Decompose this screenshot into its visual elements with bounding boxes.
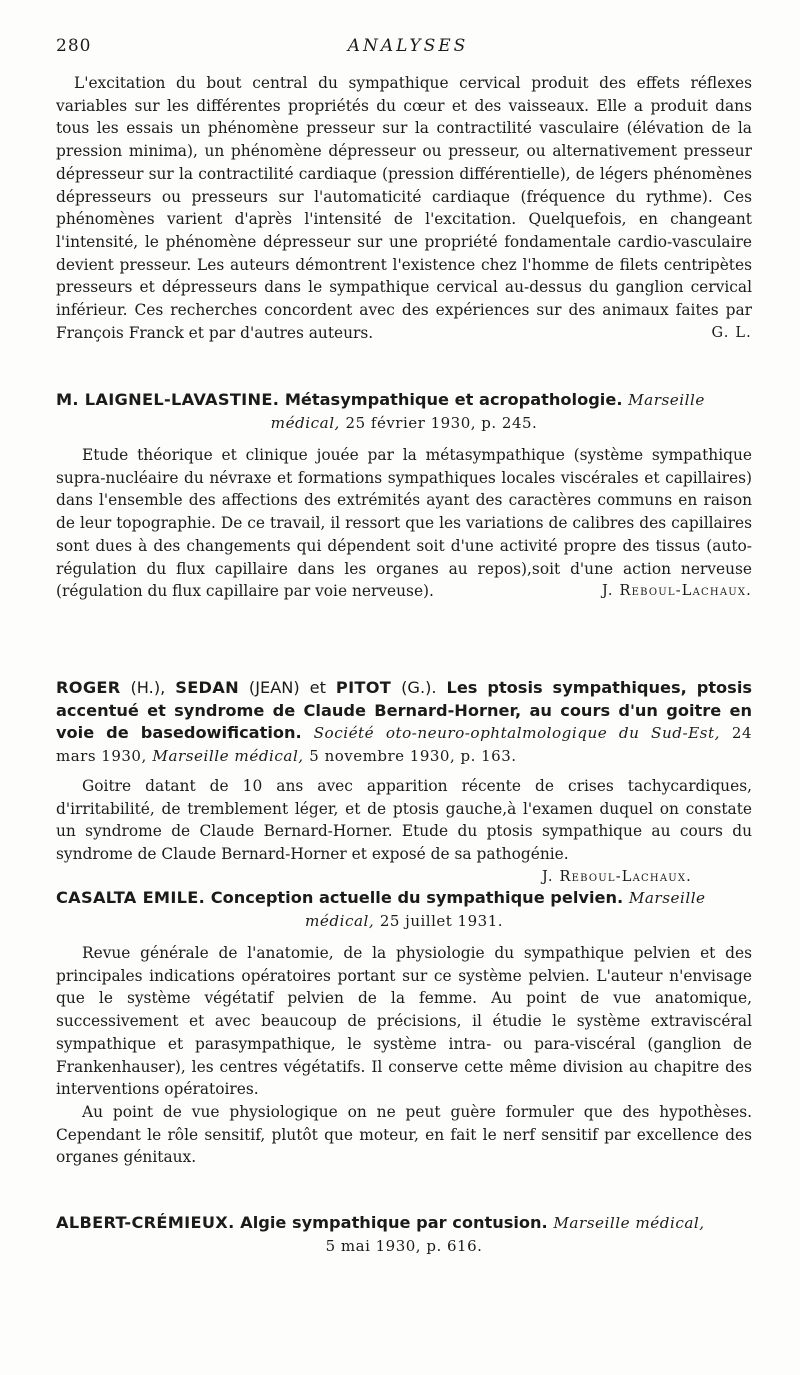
entry-body: Revue générale de l'anatomie, de la physiologie du sympathique pelvien et des principales indications opératoires portant sur ce système pelvien. L'auteur n'envisage que le système végétatif pelvien de la femme. Au point de vue anatomique, successivement et avec beaucoup de précisions, il étudie le système extraviscéral sympathique et parasympathique, le système intra- ou para-viscéral (ganglion de Frankenhauser), les centres végétatifs. Il conserve cette même division au chapitre des interventions opératoires. bbox=[56, 944, 752, 1099]
entry-author: SEDAN bbox=[175, 678, 239, 697]
entry-source: Marseille bbox=[628, 889, 706, 907]
entry-heading bbox=[56, 887, 752, 910]
entry-title: Algie sympathique par contusion. bbox=[240, 1213, 548, 1232]
entry-date: 24 mars 1930, bbox=[56, 724, 752, 765]
entry-initials: (JEAN) bbox=[248, 678, 300, 697]
intro-text: L'excitation du bout central du sympathique cervical produit des effets réflexes variables sur les différentes propriétés du cœur et des vaisseaux. Elle a produit dans tous les essais un phénomène presseur sur la contractilité vasculaire (élévation de la pression minima), un phénomène dépresseur ou presseur, ou alternativement presseur dépresseur sur la contractilité cardiaque (pression différentielle), de légers phénomènes dépresseurs ou presseurs sur l'automaticité cardiaque (fréquence du rythme). Ces phénomènes varient d'après l'intensité de l'excitation. Quelquefois, en changeant l'intensité, le phénomène dépresseur sur une propriété fondamentale cardio-vasculaire devient presseur. Les auteurs démontrent l'existence chez l'homme de filets centripètes presseurs et dépresseurs dans le sympathique cervical au-dessus du ganglion cervical inférieur. Ces recherches concordent avec des expériences sur des animaux faites par François Franck et par d'autres auteurs. bbox=[56, 74, 752, 342]
entry-initials: (G.). bbox=[401, 678, 437, 697]
intro-paragraph bbox=[56, 72, 752, 344]
entry-reference bbox=[56, 910, 752, 933]
intro-signature: G. L. bbox=[711, 324, 752, 341]
entry-date: 25 juillet 1931. bbox=[379, 911, 504, 930]
entry-source: Société oto-neuro-ophtalmologique du Sud-Est, bbox=[313, 724, 720, 742]
entry-date: 5 mai 1930, p. 616. bbox=[325, 1236, 483, 1255]
entry-source-cont: médical, bbox=[304, 911, 375, 930]
entry-heading bbox=[56, 677, 752, 767]
entry-author: ROGER bbox=[56, 678, 121, 697]
entry-source: Marseille bbox=[628, 391, 705, 409]
entry-abstract bbox=[56, 942, 752, 1101]
intro-block bbox=[56, 72, 752, 344]
entry-casalta bbox=[56, 887, 752, 1169]
entry-heading bbox=[56, 1212, 752, 1235]
entry-title: Conception actuelle du sympathique pelvien. bbox=[210, 888, 624, 907]
running-head bbox=[56, 36, 760, 60]
entry-abstract-cont bbox=[56, 1101, 752, 1169]
page-number: 280 bbox=[56, 36, 92, 56]
entry-title: Métasympathique et acropathologie. bbox=[284, 390, 623, 409]
entry-conjunction: et bbox=[309, 678, 326, 697]
running-title: ANALYSES bbox=[347, 36, 469, 56]
entry-abstract bbox=[56, 775, 752, 866]
entry-abstract bbox=[56, 444, 752, 603]
entry-authors: CASALTA EMILE. bbox=[56, 888, 206, 907]
entry-roger-sedan-pitot bbox=[56, 677, 752, 888]
entry-author: PITOT bbox=[335, 678, 392, 697]
entry-body: Etude théorique et clinique jouée par la métasympathique (système sympathique supra-nucléaire du névraxe et formations sympathiques locales viscérales et capillaires) dans l'ensemble des affections des extrémités ayant des caractères communs en raison de leur topographie. De ce travail, il ressort que les variations de calibres des capillaires sont dues à des changements qui dépendent soit d'une activité propre des tissus (auto-régulation du flux capillaire dans les organes au repos),soit d'une action nerveuse (régulation du flux capillaire par voie nerveuse). bbox=[56, 446, 752, 601]
entry-authors: ALBERT-CRÉMIEUX. bbox=[56, 1213, 235, 1232]
entry-source-cont: médical, bbox=[270, 413, 340, 432]
entry-authors: M. LAIGNEL-LAVASTINE. bbox=[56, 390, 280, 409]
entry-laignel-lavastine bbox=[56, 389, 752, 603]
entry-title: Les ptosis sympathiques, ptosis accentué et syndrome de Claude Bernard-Horner, au cours d'un goitre en voie de basedowification. bbox=[56, 678, 753, 742]
entry-source: Marseille médical, bbox=[152, 746, 304, 765]
entry-source: Marseille médical, bbox=[553, 1214, 705, 1232]
entry-signature: J. Reboul-Lachaux. bbox=[541, 868, 692, 885]
entry-date: 25 février 1930, p. 245. bbox=[345, 413, 538, 432]
entry-body: Goitre datant de 10 ans avec apparition récente de crises tachycardiques, d'irritabilité, de tremblement léger, et de ptosis gauche,à l'examen duquel on constate un syndrome de Claude Bernard-Horner. Etude du ptosis sympathique au cours du syndrome de Claude Bernard-Horner et exposé de sa pathogénie. bbox=[56, 777, 752, 864]
entry-albert-cremieux bbox=[56, 1212, 752, 1257]
entry-heading bbox=[56, 389, 752, 412]
entry-reference bbox=[56, 412, 752, 435]
entry-initials: (H.), bbox=[130, 678, 166, 697]
entry-body: Au point de vue physiologique on ne peut guère formuler que des hypothèses. Cependant le rôle sensitif, plutôt que moteur, en fait le nerf sensitif par excellence des organes génitaux. bbox=[56, 1102, 752, 1167]
entry-signature: J. Reboul-Lachaux. bbox=[601, 583, 752, 600]
entry-date: 5 novembre 1930, p. 163. bbox=[309, 746, 517, 765]
entry-reference bbox=[56, 1235, 752, 1258]
